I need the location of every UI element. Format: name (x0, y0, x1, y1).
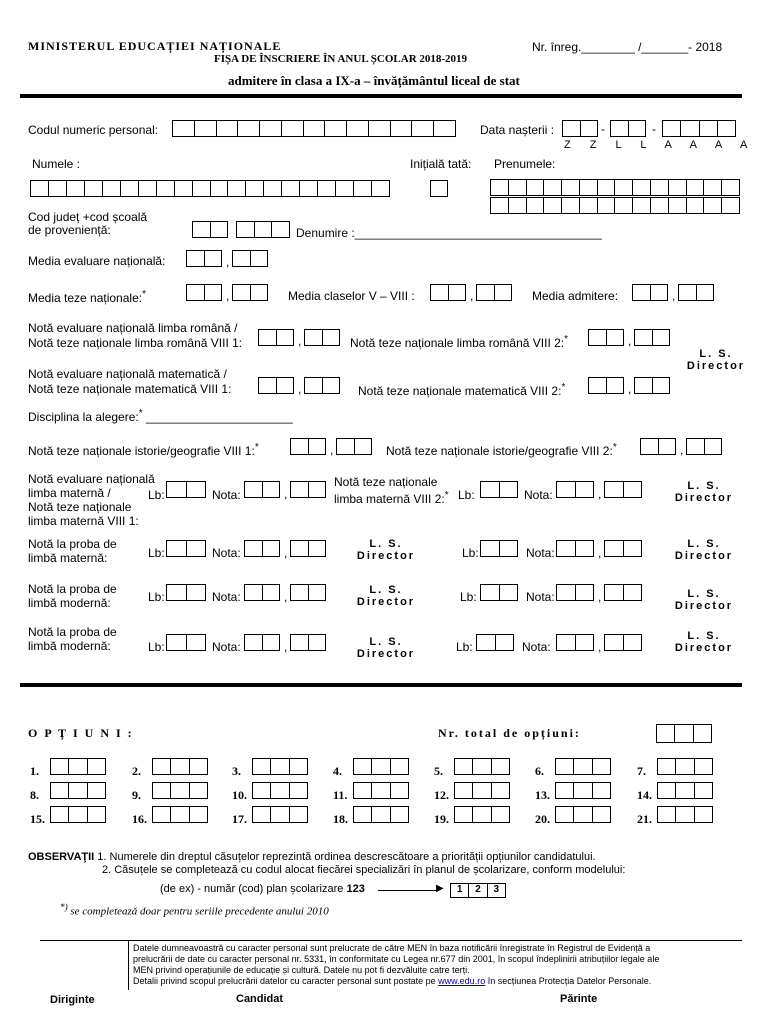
pm-nota-dec-input[interactable] (290, 540, 326, 557)
disciplina-field[interactable]: ______________________ (145, 410, 293, 424)
media-en-label: Media evaluare națională: (28, 254, 166, 268)
pmod2b-nota-dec-input[interactable] (604, 634, 642, 651)
matematica-viii2-dec-input[interactable] (634, 377, 670, 394)
pmod1b-lb-input[interactable] (480, 584, 518, 601)
option-input-2[interactable] (152, 758, 208, 775)
pmod2-nota-int-input[interactable] (244, 634, 280, 651)
lm-nota-dec-input[interactable] (290, 481, 326, 498)
stamp-ls-8: L. S. Director (674, 630, 734, 654)
istorie-viii1-int-input[interactable] (290, 438, 326, 455)
option-input-15[interactable] (50, 806, 106, 823)
option-input-12[interactable] (454, 782, 510, 799)
istorie-viii2-int-input[interactable] (640, 438, 676, 455)
stamp-ls-4: L. S. Director (674, 538, 734, 562)
media-en-dec-input[interactable] (232, 250, 268, 267)
option-number: 3. (232, 764, 241, 778)
media-clase-dec-input[interactable] (476, 284, 512, 301)
media-admitere-int-input[interactable] (632, 284, 668, 301)
matematica-viii2-label: Notă teze naționale matematică VIII 2:* (358, 382, 566, 398)
birth-month-input[interactable] (610, 120, 646, 137)
ministry-name: MINISTERUL EDUCAȚIEI NAȚIONALE (28, 39, 282, 53)
stamp-ls-5: L. S. Director (356, 584, 416, 608)
pmod1-nota-dec-input[interactable] (290, 584, 326, 601)
option-number: 2. (132, 764, 141, 778)
lm2-lb-input[interactable] (480, 481, 518, 498)
option-number: 6. (535, 764, 544, 778)
pm-lb-input[interactable] (166, 540, 206, 557)
option-input-20[interactable] (555, 806, 611, 823)
option-input-13[interactable] (555, 782, 611, 799)
pmod1-lb-input[interactable] (166, 584, 206, 601)
option-input-1[interactable] (50, 758, 106, 775)
matematica-int-input[interactable] (258, 377, 294, 394)
media-admitere-dec-input[interactable] (678, 284, 714, 301)
matematica-label: Notă evaluare națională matematică / Notă teze naționale matematică VIII 1: (28, 367, 232, 396)
footer-top-line (40, 940, 742, 941)
stamp-ls-7: L. S. Director (356, 636, 416, 660)
istorie-viii2-dec-input[interactable] (686, 438, 722, 455)
birth-date-hint: Z Z L L A A A A (564, 139, 756, 151)
lm-lb-input[interactable] (166, 481, 206, 498)
edu-link[interactable]: www.edu.ro (438, 976, 486, 986)
romana-dec-input[interactable] (304, 329, 340, 346)
diriginte-signature: Diriginte (50, 994, 95, 1006)
matematica-dec-input[interactable] (304, 377, 340, 394)
birth-day-input[interactable] (562, 120, 598, 137)
birth-year-input[interactable] (662, 120, 736, 137)
disciplina-label: Disciplina la alegere:* ______________________ (28, 408, 293, 424)
pm2-lb-input[interactable] (480, 540, 518, 557)
option-number: 9. (132, 788, 141, 802)
lm2-nota-int-input[interactable] (556, 481, 594, 498)
option-input-8[interactable] (50, 782, 106, 799)
parinte-signature: Părinte (560, 993, 598, 1005)
father-initial-input[interactable] (430, 180, 448, 197)
option-input-3[interactable] (252, 758, 308, 775)
privacy-notice: Datele dumneavoastră cu caracter personal sunt prelucrate de către MEN în baza notificării înregistrate în Registrul de Evidență a prelucrării de date cu caracter personal nr. 5331, în conformitate cu Legea nr.677 din 2001, în scopul îndeplinirii atribuțiilor legale ale MEN privind operațiunile de educație și cultură. Datele nu pot fi dezvăluite catre terți. Detalii privind scopul prelucrării datelor cu caracter personal sunt postate pe www.edu.ro în secțiunea Protecția Datelor Personale. (133, 943, 660, 986)
header-divider (20, 94, 742, 98)
istorie-viii1-dec-input[interactable] (336, 438, 372, 455)
media-clase-int-input[interactable] (430, 284, 466, 301)
pmod2b-lb-input[interactable] (476, 634, 514, 651)
option-input-9[interactable] (152, 782, 208, 799)
cnp-label: Codul numeric personal: (28, 123, 159, 137)
option-number: 19. (434, 812, 449, 826)
options-total-label: Nr. total de opțiuni: (438, 726, 581, 740)
option-number: 4. (333, 764, 342, 778)
example-label: (de ex) - număr (cod) plan școlarizare 123 (160, 883, 365, 895)
stamp-ls-2: L. S. Director (674, 480, 734, 504)
option-input-6[interactable] (555, 758, 611, 775)
surname-input[interactable] (30, 180, 390, 197)
options-total-input[interactable] (656, 724, 712, 743)
stamp-ls-3: L. S. Director (356, 538, 416, 562)
option-input-16[interactable] (152, 806, 208, 823)
matematica-viii2-int-input[interactable] (588, 377, 624, 394)
option-input-17[interactable] (252, 806, 308, 823)
option-input-7[interactable] (657, 758, 713, 775)
first-name-label: Prenumele: (494, 157, 556, 171)
pmod1b-nota-dec-input[interactable] (604, 584, 642, 601)
romana-viii2-int-input[interactable] (588, 329, 624, 346)
media-teze-label: Media teze naționale:* (28, 289, 146, 305)
option-input-11[interactable] (353, 782, 409, 799)
first-name-input-row2[interactable] (490, 197, 740, 214)
footnote: *) se completează doar pentru seriile precedente anului 2010 (60, 902, 329, 918)
options-title: O P Ţ I U N I : (28, 726, 134, 740)
option-number: 18. (333, 812, 348, 826)
father-initial-label: Inițială tată: (410, 157, 472, 171)
lm2-nota-dec-input[interactable] (604, 481, 642, 498)
istorie-viii1-label: Notă teze naționale istorie/geografie VIII 1:* (28, 442, 259, 458)
option-number: 14. (637, 788, 652, 802)
romana-viii2-label: Notă teze naționale limba română VIII 2:* (350, 334, 569, 350)
limba-materna-label: Notă evaluare națională limba maternă / Notă teze naționale limba maternă VIII 1: (28, 472, 155, 528)
option-input-5[interactable] (454, 758, 510, 775)
observatii-line2: 2. Căsuțele se completează cu codul alocat fiecărei specializări în planul de școlarizare, conform modelului: (102, 864, 626, 876)
section-divider (20, 683, 742, 687)
proba-moderna-2-label: Notă la proba de limbă modernă: (28, 625, 117, 653)
limba-materna-viii2-label: Notă teze naționale limba maternă VIII 2:* (334, 475, 449, 506)
first-name-input-row1[interactable] (490, 179, 740, 196)
option-input-14[interactable] (657, 782, 713, 799)
romana-label: Notă evaluare națională limba română / Notă teze naționale limba română VIII 1: (28, 321, 243, 350)
option-number: 20. (535, 812, 550, 826)
pmod1-nota-int-input[interactable] (244, 584, 280, 601)
school-name-field[interactable]: Denumire :_____________________________________ (296, 226, 602, 240)
registration-number: Nr. înreg.________ /_______- 2018 (532, 40, 723, 54)
observatii-line1: OBSERVAŢII 1. Numerele din dreptul căsuțelor reprezintă ordinea descrescătoare a priorității opțiunilor candidatului. (28, 851, 596, 863)
option-input-10[interactable] (252, 782, 308, 799)
pmod2b-nota-int-input[interactable] (556, 634, 594, 651)
surname-label: Numele : (32, 157, 81, 171)
media-teze-dec-input[interactable] (232, 284, 268, 301)
romana-int-input[interactable] (258, 329, 294, 346)
stamp-ls-1: L. S. Director (686, 348, 746, 372)
option-number: 21. (637, 812, 652, 826)
pm2-nota-int-input[interactable] (556, 540, 594, 557)
option-number: 12. (434, 788, 449, 802)
county-code-input[interactable] (192, 221, 228, 238)
footer-vline (128, 940, 129, 990)
option-input-18[interactable] (353, 806, 409, 823)
option-input-21[interactable] (657, 806, 713, 823)
media-en-int-input[interactable] (186, 250, 222, 267)
option-number: 16. (132, 812, 147, 826)
option-number: 17. (232, 812, 247, 826)
option-number: 1. (30, 764, 39, 778)
option-number: 10. (232, 788, 247, 802)
option-number: 5. (434, 764, 443, 778)
example-code-box: 1 2 3 (450, 883, 506, 898)
cnp-input[interactable] (172, 120, 456, 137)
romana-viii2-dec-input[interactable] (634, 329, 670, 346)
form-title: FIȘA DE ÎNSCRIERE ÎN ANUL ȘCOLAR 2018-2019 (214, 53, 468, 65)
birth-date-label: Data nașterii : (480, 123, 555, 137)
option-input-19[interactable] (454, 806, 510, 823)
pmod1b-nota-int-input[interactable] (556, 584, 594, 601)
stamp-ls-6: L. S. Director (674, 588, 734, 612)
school-code-input[interactable] (236, 221, 290, 238)
proba-moderna-1-label: Notă la proba de limbă modernă: (28, 582, 117, 610)
option-number: 11. (333, 788, 348, 802)
lm-nota-int-input[interactable] (244, 481, 280, 498)
option-number: 8. (30, 788, 39, 802)
option-number: 7. (637, 764, 646, 778)
candidat-signature: Candidat (236, 993, 284, 1005)
istorie-viii2-label: Notă teze naționale istorie/geografie VIII 2:* (386, 442, 617, 458)
media-admitere-label: Media admitere: (532, 289, 619, 303)
option-number: 13. (535, 788, 550, 802)
form-subtitle: admitere în clasa a IX-a – învățământul liceal de stat (228, 73, 520, 88)
pmod2-lb-input[interactable] (166, 634, 206, 651)
example-arrow (378, 890, 438, 891)
school-code-label: Cod județ +cod școală de proveniență: (28, 210, 148, 237)
media-teze-int-input[interactable] (186, 284, 222, 301)
pm2-nota-dec-input[interactable] (604, 540, 642, 557)
pm-nota-int-input[interactable] (244, 540, 280, 557)
media-clase-label: Media claselor V – VIII : (288, 289, 415, 303)
option-number: 15. (30, 812, 45, 826)
option-input-4[interactable] (353, 758, 409, 775)
pmod2-nota-dec-input[interactable] (290, 634, 326, 651)
proba-materna-label: Notă la proba de limbă maternă: (28, 537, 117, 565)
